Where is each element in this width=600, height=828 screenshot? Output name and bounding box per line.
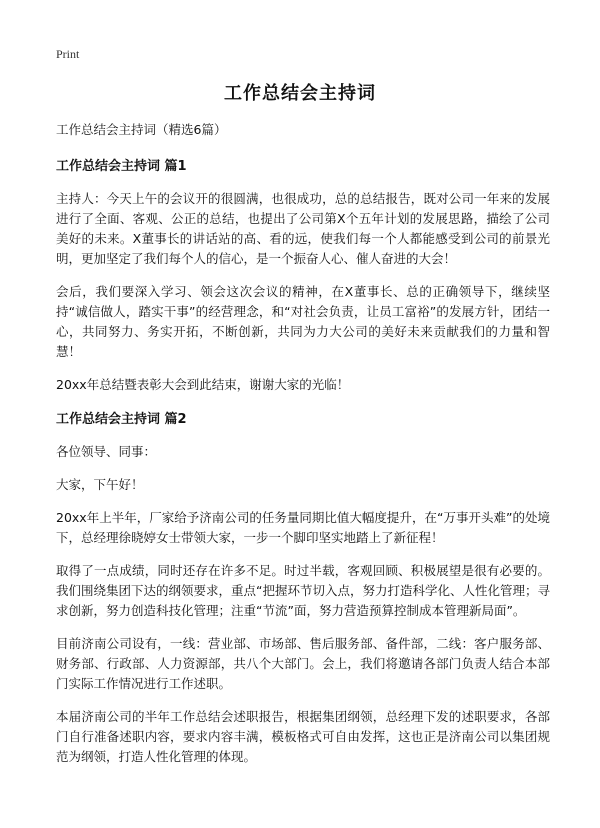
paragraph: 会后，我们要深入学习、领会这次会议的精神，在X董事长、总的正确领导下，继续坚持“诚信做人，踏实干事”的经营理念，和“对社会负责，让员工富裕”的发展方针，团结一心，共同努力、务实开拓，不断创新，共同为力大公司的美好未来贡献我们的力量和智慧！ — [56, 284, 550, 359]
paragraph: 20xx年上半年，厂家给予济南公司的任务量同期比值大幅度提升，在“万事开头难”的处境下，总经理徐晓婷女士带领大家，一步一个脚印坚实地踏上了新征程！ — [56, 510, 550, 545]
paragraph: 主持人：今天上午的会议开的很圆满，也很成功，总的总结报告，既对公司一年来的发展进行了全面、客观、公正的总结，也提出了公司第X个五年计划的发展思路，描绘了公司美好的未来。X董事长的讲话站的高、看的远，使我们每一个人都能感受到公司的前景光明，更加坚定了我们每个人的信心，是一个振奋人心、催人奋进的大会！ — [56, 191, 550, 266]
paragraph: 各位领导、同事： — [56, 444, 157, 459]
paragraph: 目前济南公司设有，一线：营业部、市场部、售后服务部、备件部，二线：客户服务部、财务部、行政部、人力资源部，共八个大部门。会上，我们将邀请各部门负责人结合本部门实际工作情况进行工作述职。 — [56, 636, 550, 691]
print-link[interactable]: Print — [56, 47, 80, 61]
document-body — [56, 120, 550, 780]
paragraph: 20xx年总结暨表彰大会到此结束，谢谢大家的光临！ — [56, 377, 350, 392]
section-heading: 工作总结会主持词 篇1 — [56, 159, 187, 174]
paragraph: 大家，下午好！ — [56, 477, 144, 492]
section-heading: 工作总结会主持词 篇2 — [56, 412, 187, 427]
paragraph: 取得了一点成绩，同时还存在许多不足。时过半载，客观回顾、积极展望是很有必要的。我们围绕集团下达的纲领要求，重点“把握环节切入点，努力打造科学化、人性化管理；寻求创新，努力创造科技化管理；注重“节流”面，努力营造预算控制成本管理新局面”。 — [56, 563, 550, 618]
paragraph: 本届济南公司的半年工作总结会述职报告，根据集团纲领，总经理下发的述职要求，各部门自行准备述职内容，要求内容丰满，模板格式可自由发挥，这也正是济南公司以集团规范为纲领，打造人性化管理的体现。 — [56, 709, 550, 764]
document-title: 工作总结会主持词 — [224, 83, 376, 104]
document-subtitle: 工作总结会主持词（精选6篇） — [56, 122, 227, 137]
